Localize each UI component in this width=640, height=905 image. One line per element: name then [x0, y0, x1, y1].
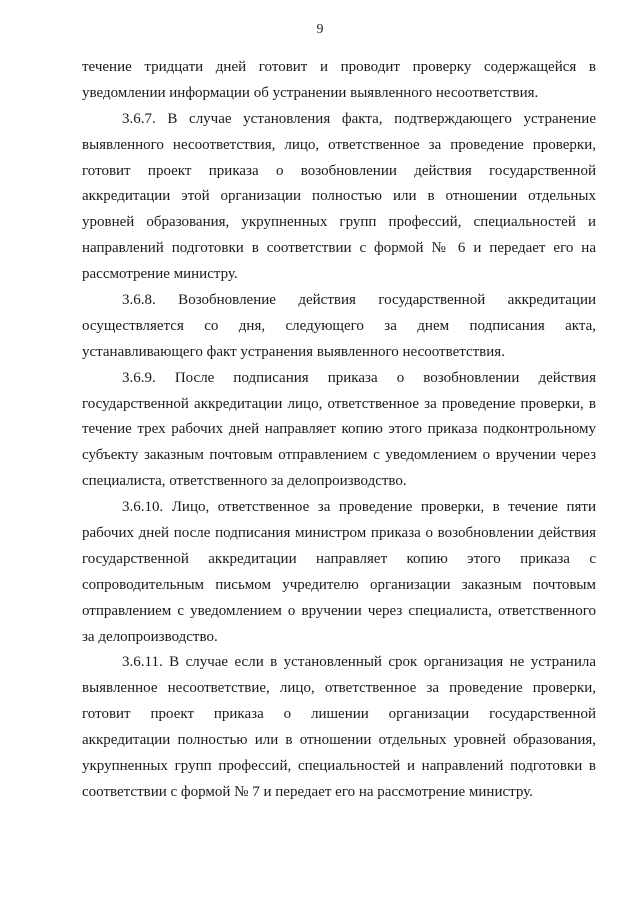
paragraph-3-6-7 — [82, 107, 596, 288]
text-line: за делопроизводство. — [82, 628, 218, 645]
text-line: 3.6.10. Лицо, ответственное за проведение проверки, в течение пяти — [122, 499, 596, 516]
text-line: рабочих дней после подписания министром приказа о возобновлении действия — [82, 525, 596, 542]
paragraph-3-6-11 — [82, 650, 596, 805]
text-line: 3.6.7. В случае установления факта, подтверждающего устранение — [122, 110, 596, 127]
text-line: субъекту заказным почтовым отправлением с уведомлением о вручении через — [82, 447, 596, 464]
text-line: 3.6.9. После подписания приказа о возобновлении действия — [122, 369, 596, 386]
text-line: течение трех рабочих дней направляет копию этого приказа подконтрольному — [82, 421, 596, 438]
text-line: уровней образования, укрупненных групп профессий, специальностей и — [82, 214, 596, 231]
text-line: укрупненных групп профессий, специальностей и направлений подготовки в — [82, 758, 596, 775]
text-line: выявленное несоответствие, лицо, ответственное за проведение проверки, — [82, 680, 596, 697]
text-line: осуществляется со дня, следующего за днем подписания акта, — [82, 317, 596, 334]
text-line: 3.6.11. В случае если в установленный срок организация не устранила — [122, 654, 596, 671]
text-line: сопроводительным письмом учредителю организации заказным почтовым — [82, 576, 596, 593]
paragraph — [82, 55, 596, 107]
text-line: рассмотрение министру. — [82, 266, 238, 283]
text-line: соответствии с формой № 7 и передает его на рассмотрение министру. — [82, 783, 533, 800]
text-line: 3.6.8. Возобновление действия государственной аккредитации — [122, 292, 596, 309]
text-line: готовит проект приказа о лишении организации государственной — [82, 706, 596, 723]
text-line: специалиста, ответственного за делопроизводство. — [82, 473, 407, 490]
text-line: аккредитации полностью или в отношении отдельных уровней образования, — [82, 732, 596, 749]
paragraph-3-6-8 — [82, 288, 596, 366]
page-number: 9 — [316, 22, 324, 37]
text-line: уведомлении информации об устранении выявленного несоответствия. — [82, 84, 539, 101]
paragraph-3-6-10 — [82, 495, 596, 650]
document-body — [82, 55, 596, 806]
text-line: готовит проект приказа о возобновлении действия государственной — [82, 162, 596, 179]
text-line: течение тридцати дней готовит и проводит проверку содержащейся в — [82, 59, 596, 75]
text-line: государственной аккредитации лицо, ответственное за проведение проверки, в — [82, 395, 596, 412]
text-line: направлений подготовки в соответствии с формой № 6 и передает его на — [82, 240, 596, 257]
text-line: аккредитации этой организации полностью или в отношении отдельных — [82, 188, 596, 205]
text-line: государственной аккредитации направляет копию этого приказа с — [82, 550, 596, 567]
text-line: устанавливающего факт устранения выявленного несоответствия. — [82, 343, 505, 360]
text-line: отправлением с уведомлением о вручении через специалиста, ответственного — [82, 602, 596, 619]
paragraph-3-6-9 — [82, 366, 596, 495]
text-line: выявленного несоответствия, лицо, ответственное за проведение проверки, — [82, 136, 596, 153]
